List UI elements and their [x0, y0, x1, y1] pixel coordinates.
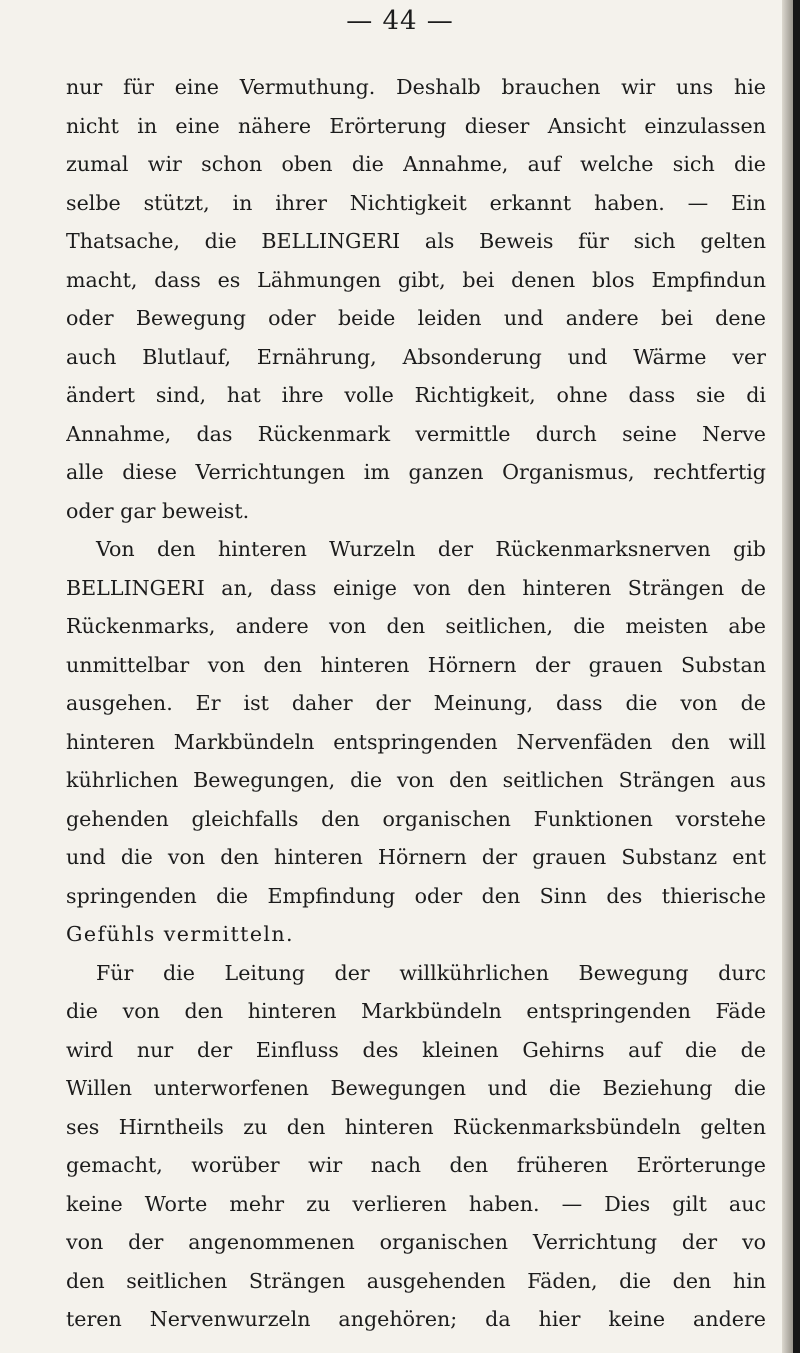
text-line: Annahme, das Rückenmark vermittle durch seine Nerve	[66, 421, 766, 446]
text-line: oder Bewegung oder beide leiden und andere bei dene	[66, 306, 766, 330]
text-line: ändert sind, hat ihre volle Richtigkeit, ohne dass sie di	[66, 383, 766, 407]
text-line-paragraph-start: Von den hinteren Wurzeln der Rückenmarksnerven gib	[96, 537, 766, 561]
text-line: wird nur der Einfluss des kleinen Gehirns auf die de	[66, 1037, 766, 1062]
text-line: von der angenommenen organischen Verrichtung der vo	[66, 1230, 766, 1254]
text-line: ses Hirntheils zu den hinteren Rückenmarksbündeln gelten	[66, 1114, 766, 1139]
text-line: BELLINGERI an, dass einige von den hinteren Strängen de	[66, 575, 766, 600]
text-line: den seitlichen Strängen ausgehenden Fäden, die den hin	[66, 1268, 766, 1293]
body-text	[66, 68, 766, 1339]
text-line: selbe stützt, in ihrer Nichtigkeit erkannt haben. — Ein	[66, 190, 766, 215]
page-number-header: — 44 —	[346, 6, 454, 36]
text-line: gemacht, worüber wir nach den früheren Erörterunge	[66, 1153, 766, 1177]
text-line: nur für eine Vermuthung. Deshalb brauchen wir uns hie	[66, 75, 766, 99]
text-line: Rückenmarks, andere von den seitlichen, die meisten abe	[66, 614, 766, 638]
text-line: alle diese Verrichtungen im ganzen Organismus, rechtfertig	[66, 460, 766, 484]
text-line: ausgehen. Er ist daher der Meinung, dass die von de	[66, 691, 766, 715]
text-line: und die von den hinteren Hörnern der grauen Substanz ent	[66, 845, 766, 869]
text-line-paragraph-start: Für die Leitung der willkührlichen Bewegung durc	[96, 960, 766, 985]
text-line: kührlichen Bewegungen, die von den seitlichen Strängen aus	[66, 768, 766, 792]
text-line: nicht in eine nähere Erörterung dieser Ansicht einzulassen	[66, 113, 766, 138]
text-line: macht, dass es Lähmungen gibt, bei denen blos Empfindun	[66, 267, 766, 292]
text-line: Willen unterworfenen Bewegungen und die Beziehung die	[66, 1076, 766, 1100]
text-line: Thatsache, die BELLINGERI als Beweis für sich gelten	[66, 229, 766, 253]
book-binding-shadow	[793, 0, 800, 1353]
text-line: die von den hinteren Markbündeln entspringenden Fäde	[66, 999, 766, 1023]
text-line: auch Blutlauf, Ernährung, Absonderung und Wärme ver	[66, 344, 766, 369]
text-line: zumal wir schon oben die Annahme, auf welche sich die	[66, 152, 766, 176]
text-line: springenden die Empfindung oder den Sinn des thierische	[66, 883, 766, 908]
text-line: unmittelbar von den hinteren Hörnern der grauen Substan	[66, 652, 766, 677]
text-line: hinteren Markbündeln entspringenden Nervenfäden den will	[66, 729, 766, 754]
text-line: teren Nervenwurzeln angehören; da hier keine andere	[66, 1307, 766, 1331]
text-line: keine Worte mehr zu verlieren haben. — Dies gilt auc	[66, 1191, 766, 1216]
text-line-paragraph-end: Gefühls vermitteln.	[66, 922, 295, 946]
text-line-paragraph-end: oder gar beweist.	[66, 498, 250, 523]
text-line: gehenden gleichfalls den organischen Funktionen vorstehe	[66, 806, 766, 831]
